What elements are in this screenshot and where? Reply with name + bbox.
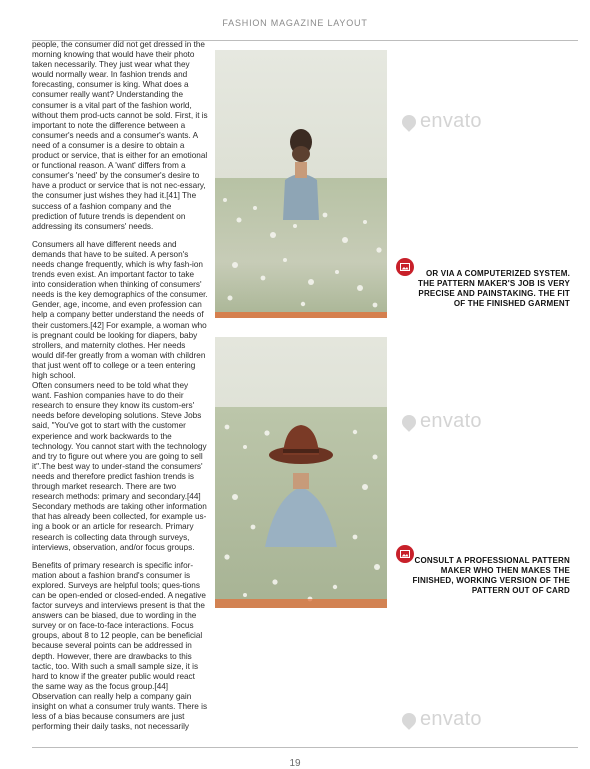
page-number: 19: [289, 758, 301, 769]
photo-man-in-field: [215, 50, 387, 318]
envato-watermark: envato: [402, 110, 482, 133]
envato-leaf-icon: [399, 112, 419, 132]
envato-leaf-icon: [399, 412, 419, 432]
envato-leaf-icon: [399, 710, 419, 730]
footer-rule: [32, 747, 578, 748]
photo-man-with-hat: [215, 337, 387, 608]
field-illustration-1: [215, 50, 387, 318]
caption-callout: OR VIA A COMPUTERIZED SYSTEM. THE PATTERN MAKER'S JOB IS VERY PRECISE AND PAINSTAKING. THE FIT OF THE FINISHED GARMENT: [418, 269, 570, 308]
field-illustration-2: [215, 337, 387, 608]
envato-watermark: envato: [402, 410, 482, 433]
article-paragraph: Benefits of primary research is specific infor-mation about a fashion brand's consumer is explored. Surveys are helpful tools; ques-tions can be open-ended or closed-ended. A negative factor surveys and interviews present is that the answers can be biased, due to wording in the survey or on face-to-face interactions. Focus groups, about 8 to 12 people, can be beneficial because several points can be addressed in depth. However, there are drawbacks to this tactic, too. With such a small sample size, it is hard to know if the greater public would react the same way as the focus group.[44] Observation can really help a company gain insight on what a consumer truly wants. There is less of a bias because consumers are just performing their daily tasks, not necessarily: [32, 560, 210, 732]
article-paragraph: Consumers all have different needs and demands that have to be suited. A person's needs change frequently, which is why fash-ion trends even exist. An important factor to take into consideration when thinking of consumers' needs is the key demographics of the consumer. Gender, age, income, and even profession can help a company better understand the needs of their customers.[42] For example, a woman who is pregnant could be looking for diapers, baby strollers, and maternity clothes. Her needs would dif-fer greatly from a woman with children that just went off to college or a teen entering high school. Often consumers need to be told what they want. Fashion companies have to do their research to ensure they know its custom-ers' needs before developing solutions. Steve Jobs said, "You've got to start with the customer experience and work backwards to the technology. You cannot start with the technology and try to figure out where you are going to sell it".The best way to under-stand the consumers' needs and therefore predict fashion trends is through market research. There are two research methods: primary and secondary.[44] Secondary methods are taking other information that has already been collected, for example us-ing a book or an article for research. Primary research is collecting data through surveys, interviews, observation, and/or focus groups.: [32, 239, 208, 552]
caption-callout: CONSULT A PROFESSIONAL PATTERN MAKER WHO THEN MAKES THE FINISHED, WORKING VERSION OF THE PATTERN OUT OF CARD: [412, 556, 570, 595]
envato-watermark: envato: [402, 708, 482, 731]
article-body: [32, 40, 208, 745]
running-header: FASHION MAGAZINE LAYOUT: [222, 18, 368, 28]
article-paragraph: people, the consumer did not get dressed in the morning knowing that would have their photo taken necessarily. They just wear what they would normally wear. In fashion trends and forecasting, consumer is king. What does a consumer really want? Understanding the consumer is a vital part of the fashion world, without them prod-ucts cannot be sold. First, it is important to note the difference between a consumer's needs and a consumer's wants. A need of a consumer is a desire to obtain a product or service, that is either for an emotional or functional reason. A 'want' differs from a consumer's 'need' by the consumer's desire to have a product or service that is not nec-essary, the consumer just wishes they had it.[41] The success of a fashion company and the prediction of future trends is dependent on addressing its consumers' needs.: [32, 40, 210, 231]
